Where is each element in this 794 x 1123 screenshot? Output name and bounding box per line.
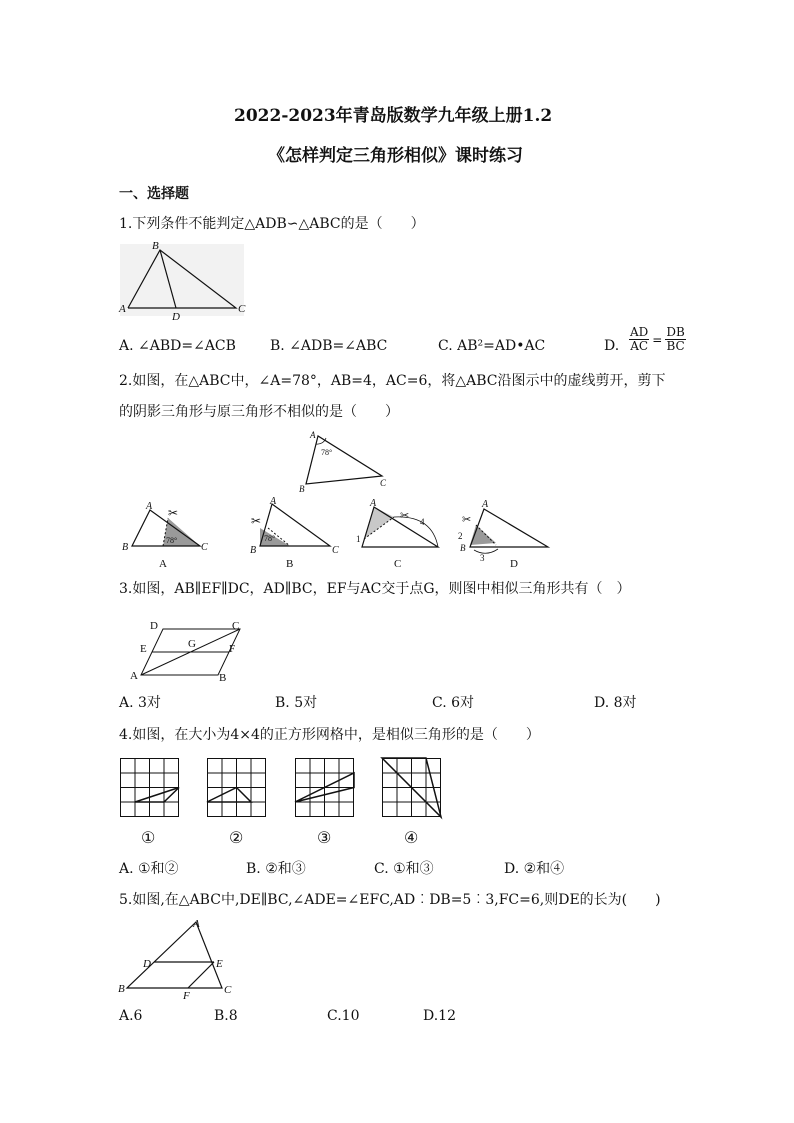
q5-label-d: D [143,958,151,970]
q3-option-a[interactable]: A. 3对 [119,695,161,711]
q2-c-shaded-triangle [364,507,394,539]
q2-c-label-1: 1 [356,534,361,544]
q4-grid-label-3: ③ [317,828,332,847]
q4-option-c[interactable]: C. ①和③ [374,861,434,877]
q2-b-label-a: A [270,496,277,507]
q3-label-b: B [219,672,227,684]
q2-b-label-c: C [332,545,339,556]
q1-option-d[interactable]: D. [604,338,620,354]
q5-triangle-abc [127,922,222,988]
section-heading: 一、选择题 [119,186,189,202]
q4-grid-3 [295,758,355,818]
q5-option-d[interactable]: D.12 [423,1008,456,1024]
q2-main-outline [306,436,382,484]
q4-triangle-2 [207,788,251,803]
q2-d-label-3: 3 [480,553,485,563]
q2-a-label-c: C [201,542,208,553]
q1-figure-background [120,244,244,316]
q5-label-b: B [118,983,125,995]
q2-main-label-b: B [299,484,305,494]
page-title-line2: 《怎样判定三角形相似》课时练习 [268,146,523,166]
q1-label-a: A [119,303,126,315]
q4-grid-1-lines [120,758,179,817]
q2-c-caption[interactable]: C [394,558,402,570]
q4-option-d[interactable]: D. ②和④ [504,861,565,877]
q4-grid-2 [207,758,267,818]
q1-label-d: D [172,311,180,323]
q2-b-caption[interactable]: B [286,558,294,570]
q3-option-c[interactable]: C. 6对 [432,695,475,711]
q5-segment-ef [188,962,214,988]
scissors-icon: ✂ [462,514,472,526]
q2-d-caption[interactable]: D [510,558,518,570]
q5-label-a: A [193,918,200,930]
q1-figure [118,240,248,323]
q3-option-b[interactable]: B. 5对 [275,695,318,711]
scissors-icon: ✂ [251,514,262,528]
q3-label-a: A [130,670,138,682]
q2-main-label-c: C [380,478,387,488]
q5-stem: 5.如图,在△ABC中,DE∥BC,∠ADE=∠EFC,AD︰DB=5︰3,FC=6,则DE的长为( ) [119,892,661,908]
q2-b-label-b: B [250,545,257,556]
q4-grid-label-4: ④ [404,828,419,847]
q4-grid-label-1: ① [141,828,156,847]
q4-grid-1 [120,758,180,818]
fraction-ad-ac: $\frac{AD}{AC}$ [630,325,649,353]
q2-figure-b [250,495,350,570]
q1-option-c[interactable]: C. AB²=AD•AC [438,338,546,354]
q4-grid-4 [382,758,442,818]
q1-label-c: C [238,303,246,315]
scissors-icon: ✂ [400,510,410,522]
q3-label-g: G [188,638,196,650]
q2-b-angle: 78° [264,534,276,543]
q2-a-label-b: B [122,542,129,553]
q4-triangle-1 [135,788,179,803]
q4-grid-label-2: ② [229,828,244,847]
q5-label-c: C [224,984,232,996]
q3-parallelogram-figure [125,615,260,685]
q1-option-d-equation: $\frac{AD}{AC}$ = $\frac{DB}{BC}$ [630,325,685,353]
q3-stem: 3.如图，AB∥EF∥DC，AD∥BC，EF与AC交于点G，则图中相似三角形共有（ ） [119,581,631,597]
q2-figure-d [452,495,562,570]
q5-label-e: E [216,958,223,970]
q5-option-a[interactable]: A.6 [119,1008,143,1024]
q1-option-b[interactable]: B. ∠ADB=∠ABC [270,338,388,354]
q2-d-label-2: 2 [458,531,463,541]
q2-a-label-a: A [146,501,153,512]
q2-stem-line1: 2.如图，在△ABC中，∠A=78°，AB=4，AC=6，将△ABC沿图示中的虚线剪开，剪下 [119,373,666,389]
q5-figure [116,915,241,1002]
q1-label-b: B [152,240,159,252]
q1-option-a[interactable]: A. ∠ABD=∠ACB [119,338,236,354]
q4-option-a[interactable]: A. ①和② [119,861,179,877]
q2-c-label-a: A [370,498,377,509]
q2-d-label-a: A [482,499,489,510]
q5-label-f: F [183,990,190,1002]
q2-main-label-a: A [310,430,316,440]
q3-option-d[interactable]: D. 8对 [594,695,637,711]
fraction-db-bc: $\frac{DB}{BC}$ [666,325,685,353]
q2-figure-a [118,500,218,570]
q4-stem: 4.如图，在大小为4×4的正方形网格中，是相似三角形的是（ ） [119,727,540,743]
q3-label-d: D [150,620,158,632]
q3-label-e: E [140,643,147,655]
q2-c-label-4: 4 [420,517,425,527]
q1-stem: 1.下列条件不能判定△ADB∽△ABC的是（ ） [119,216,425,232]
q2-d-arc [474,549,498,553]
q2-main-angle: 78° [321,448,333,457]
scissors-icon: ✂ [168,506,179,520]
q4-option-b[interactable]: B. ②和③ [246,861,306,877]
q2-a-caption[interactable]: A [159,558,167,570]
q2-a-angle: 78° [166,536,178,545]
q2-stem-line2: 的阴影三角形与原三角形不相似的是（ ） [119,404,399,420]
q3-label-f: F [229,643,236,655]
q5-option-c[interactable]: C.10 [327,1008,360,1024]
q2-figure-c [352,495,452,570]
q2-d-label-b: B [460,543,466,553]
q5-option-b[interactable]: B.8 [214,1008,238,1024]
page-title-line1: 2022-2023年青岛版数学九年级上册1.2 [234,106,553,126]
q3-label-c: C [232,620,240,632]
q2-main-triangle [296,430,396,495]
